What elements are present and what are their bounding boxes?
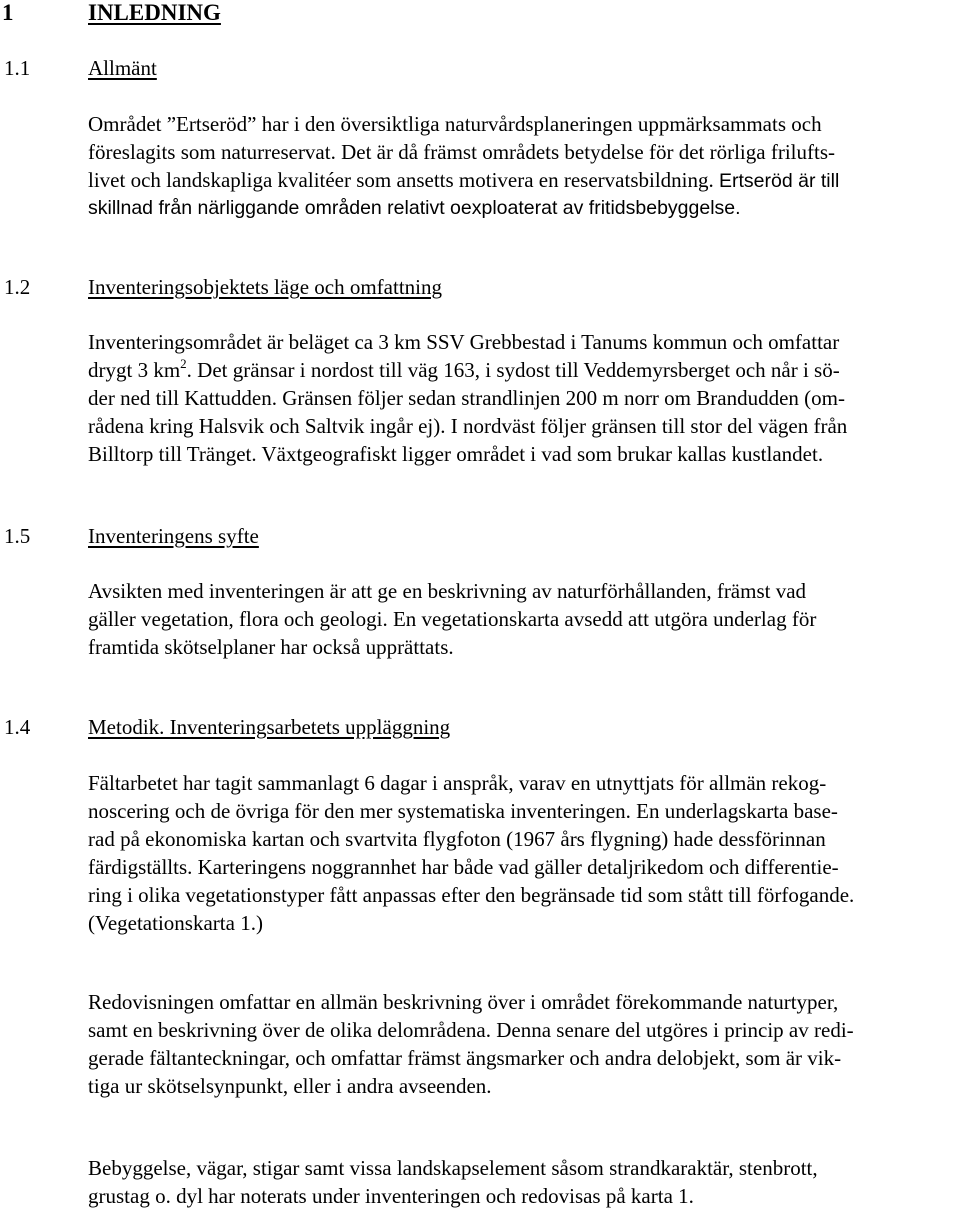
section-number: 1.5 <box>4 524 31 548</box>
paragraph-line: färdigställts. Karteringens noggrannhet har både vad gäller detaljrikedom och differentie- <box>88 855 839 879</box>
chapter-title: INLEDNING <box>88 0 221 25</box>
paragraph-line-tail: Ertseröd är till <box>719 170 840 192</box>
paragraph-line-rest: . Det gränsar i nordost till väg 163, i sydost till Veddemyrsberget och når i sö- <box>186 358 840 382</box>
paragraph-line <box>88 166 928 194</box>
paragraph-line: samt en beskrivning över de olika delområdena. Denna senare del utgöres i princip av redi- <box>88 1018 854 1042</box>
paragraph-line: Redovisningen omfattar en allmän beskrivning över i området förekommande naturtyper, <box>88 990 839 1014</box>
paragraph-line: Området ”Ertseröd” har i den översiktliga naturvårdsplaneringen uppmärksammats och <box>88 112 822 136</box>
paragraph-line: Inventeringsområdet är beläget ca 3 km SSV Grebbestad i Tanums kommun och omfattar <box>88 330 840 354</box>
section-title: Inventeringsobjektets läge och omfattning <box>88 275 442 299</box>
section-title: Inventeringens syfte <box>88 524 259 548</box>
paragraph-line: gäller vegetation, flora och geologi. En vegetationskarta avsedd att utgöra underlag för <box>88 607 817 631</box>
paragraph-allmant <box>88 110 928 222</box>
paragraph-line: (Vegetationskarta 1.) <box>88 911 263 935</box>
paragraph-line: Avsikten med inventeringen är att ge en beskrivning av naturförhållanden, främst vad <box>88 579 807 603</box>
superscript: 2 <box>180 356 187 371</box>
paragraph-line: föreslagits som naturreservat. Det är då främst områdets betydelse för det rörliga frilufts- <box>88 140 835 164</box>
paragraph-line: grustag o. dyl har noterats under inventeringen och redovisas på karta 1. <box>88 1184 694 1208</box>
paragraph-line: der ned till Kattudden. Gränsen följer sedan strandlinjen 200 m norr om Brandudden (om- <box>88 386 845 410</box>
paragraph-line: Billtorp till Tränget. Växtgeografiskt ligger området i vad som brukar kallas kustlandet. <box>88 442 824 466</box>
paragraph-line: rådena kring Halsvik och Saltvik ingår ej). I nordväst följer gränsen till stor del vägen från <box>88 414 848 438</box>
paragraph-line: skillnad från närliggande områden relativt oexploaterat av fritidsbebyggelse. <box>88 197 741 219</box>
paragraph-line: Fältarbetet har tagit sammanlagt 6 dagar i anspråk, varav en utnyttjats för allmän rekog- <box>88 771 827 795</box>
paragraph-line: tiga ur skötselsynpunkt, eller i andra avseenden. <box>88 1074 492 1098</box>
section-title: Allmänt <box>88 56 157 80</box>
paragraph-metodik-1 <box>88 769 928 937</box>
chapter-number: 1 <box>2 0 14 25</box>
section-title: Metodik. Inventeringsarbetets uppläggning <box>88 715 451 739</box>
area-text: drygt 3 km <box>88 358 181 382</box>
section-number: 1.2 <box>4 275 31 299</box>
paragraph-line: ring i olika vegetationstyper fått anpassas efter den begränsade tid som stått till förfogande. <box>88 883 855 907</box>
paragraph-line: noscering och de övriga för den mer systematiska inventeringen. En underlagskarta base- <box>88 799 838 823</box>
paragraph-syfte <box>88 577 928 661</box>
paragraph-line: Bebyggelse, vägar, stigar samt vissa landskapselement såsom strandkaraktär, stenbrott, <box>88 1156 818 1180</box>
paragraph-line: framtida skötselplaner har också upprättats. <box>88 635 454 659</box>
section-number: 1.4 <box>4 715 31 739</box>
section-number: 1.1 <box>4 56 31 80</box>
paragraph-line-head: livet och landskapliga kvalitéer som ansetts motivera en reservatsbildning. <box>88 168 714 192</box>
paragraph-line: gerade fältanteckningar, och omfattar främst ängsmarker och andra delobjekt, som är vik- <box>88 1046 842 1070</box>
paragraph-lage <box>88 328 928 468</box>
paragraph-metodik-3 <box>88 1154 928 1210</box>
paragraph-metodik-2 <box>88 988 928 1100</box>
paragraph-line: rad på ekonomiska kartan och svartvita flygfoton (1967 års flygning) hade dessförinnan <box>88 827 826 851</box>
paragraph-line <box>88 356 928 384</box>
